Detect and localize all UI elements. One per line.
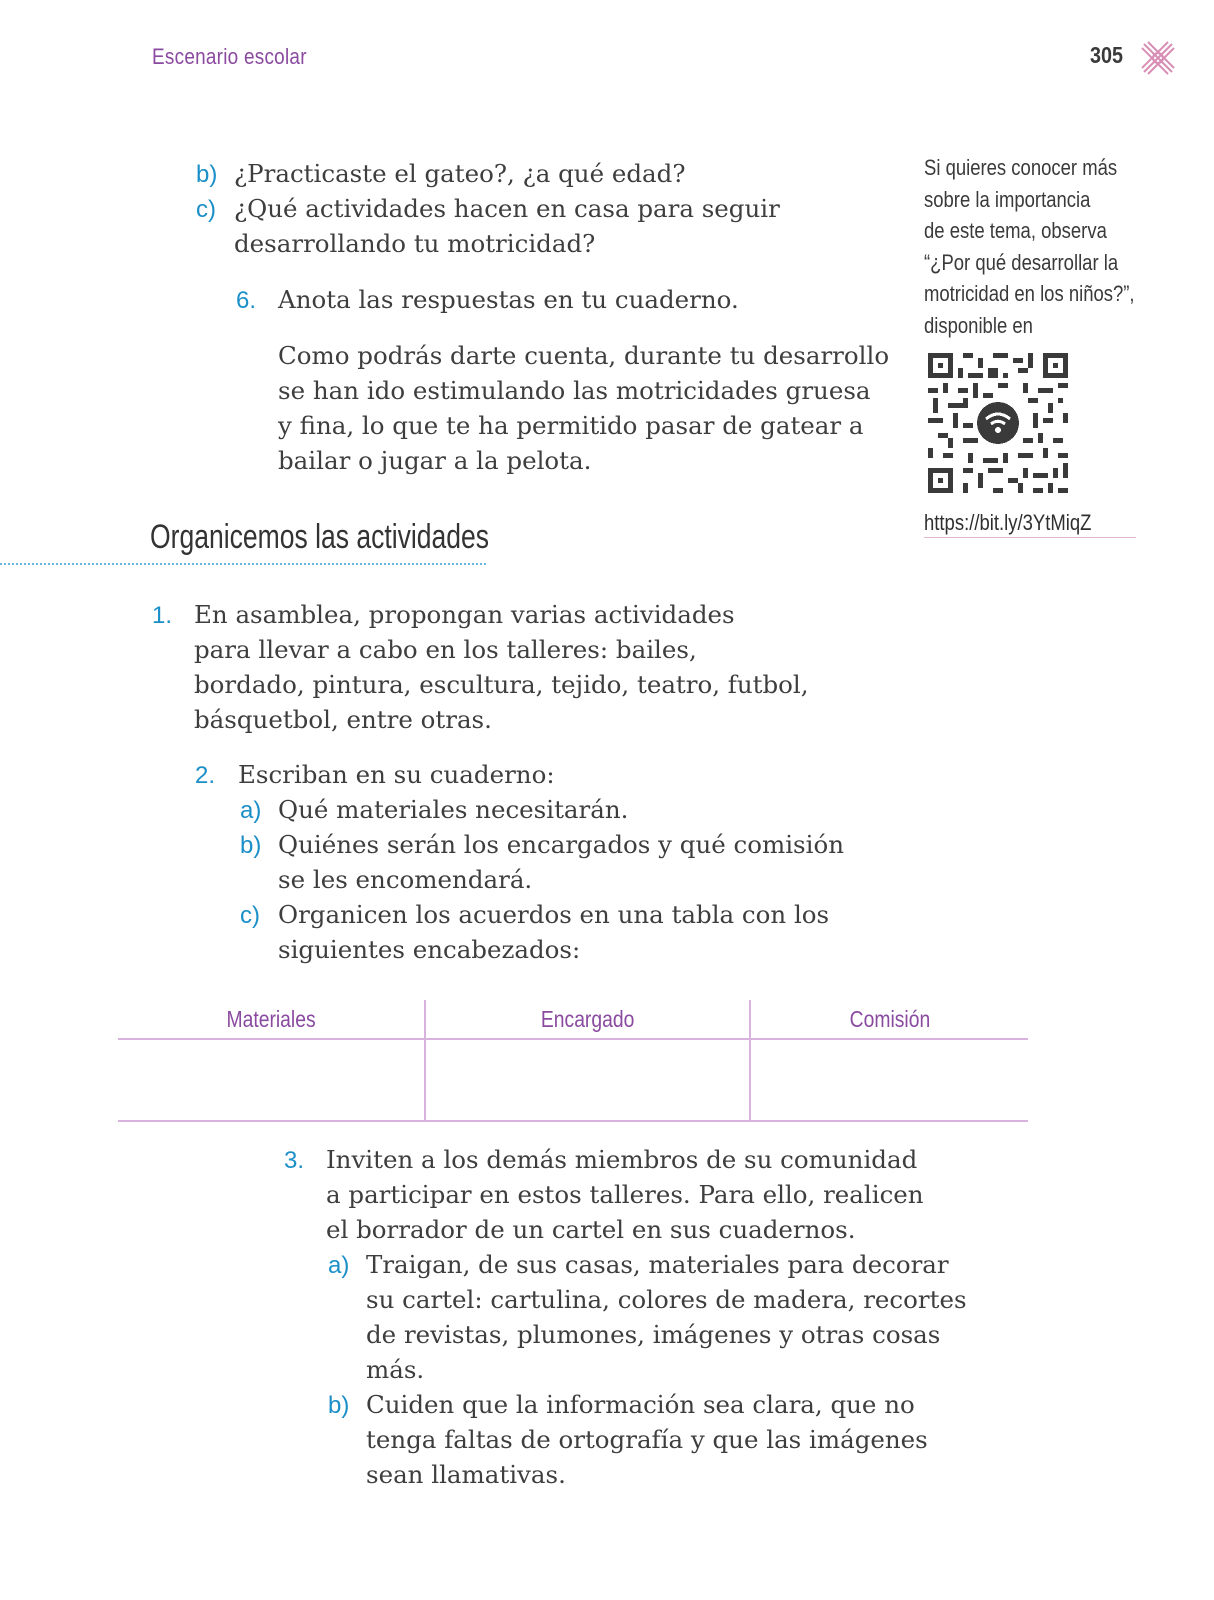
- item-3b-line: tenga faltas de ortografía y que las imágenes: [366, 1425, 928, 1454]
- item-3a-line: de revistas, plumones, imágenes y otras cosas: [366, 1320, 941, 1349]
- item-2-text: Escriban en su cuaderno:: [238, 760, 555, 789]
- item-1-marker: [152, 597, 172, 634]
- table-header-materiales: [118, 1000, 425, 1039]
- item-3b-line: Cuiden que la información sea clara, que no: [366, 1390, 915, 1419]
- item-3b-line: sean llamativas.: [366, 1460, 566, 1489]
- item-3a-line: Traigan, de sus casas, materiales para decorar: [366, 1250, 949, 1279]
- list-marker: 6.: [236, 287, 257, 314]
- list-item-c: [196, 191, 216, 228]
- item-3-marker: [284, 1142, 304, 1179]
- item-2c-marker: [240, 897, 260, 934]
- item-3-line: Inviten a los demás miembros de su comunidad: [326, 1145, 918, 1174]
- resource-link[interactable]: https://bit.ly/3YtMiqZ: [924, 510, 1092, 535]
- item-2a-line: Qué materiales necesitarán.: [278, 795, 629, 824]
- sidebar-line: sobre la importancia: [924, 186, 1091, 212]
- table-cell: [750, 1039, 1028, 1121]
- list-line: ¿Qué actividades hacen en casa para seguir: [234, 194, 780, 223]
- link-underline: [924, 537, 1136, 538]
- table-row: [118, 1039, 1028, 1121]
- sidebar-line: “¿Por qué desarrollar la: [924, 249, 1119, 275]
- paragraph-line: y fina, lo que te ha permitido pasar de gatear a: [278, 411, 864, 440]
- table-header-comision: [750, 1000, 1028, 1039]
- sidebar-line: motricidad en los niños?”,: [924, 281, 1135, 306]
- sidebar-line: Si quieres conocer más: [924, 155, 1118, 180]
- list-marker: b): [196, 161, 218, 188]
- list-marker: a): [240, 797, 262, 824]
- section-title: Organicemos las actividades: [150, 518, 490, 556]
- item-3b-marker: [328, 1387, 349, 1424]
- table-cell: [425, 1039, 750, 1121]
- paragraph-line: bailar o jugar a la pelota.: [278, 446, 592, 475]
- sidebar-line: de este tema, observa: [924, 218, 1107, 243]
- list-line: ¿Practicaste el gateo?, ¿a qué edad?: [234, 159, 686, 188]
- list-line: desarrollando tu motricidad?: [234, 229, 596, 258]
- agreements-table: [118, 1000, 1028, 1122]
- item-6-marker: [236, 282, 256, 319]
- item-2c-line: Organicen los acuerdos en una tabla con los: [278, 900, 830, 929]
- paragraph-line: se han ido estimulando las motricidades gruesa: [278, 376, 871, 405]
- running-header: Escenario escolar: [152, 44, 307, 69]
- item-3a-line: su cartel: cartulina, colores de madera, recortes: [366, 1285, 967, 1314]
- table-cell: [118, 1039, 425, 1121]
- list-marker: c): [240, 902, 260, 929]
- sidebar-note: [924, 152, 1142, 341]
- item-3-line: a participar en estos talleres. Para ello, realicen: [326, 1180, 924, 1209]
- qr-code-icon[interactable]: [928, 353, 1068, 493]
- list-marker: c): [196, 196, 216, 223]
- item-3a-marker: [328, 1247, 349, 1284]
- section-divider: [0, 563, 486, 565]
- header-label: Encargado: [540, 1005, 635, 1032]
- item-1-line: para llevar a cabo en los talleres: bailes,: [194, 635, 697, 664]
- ornament-icon: [1140, 40, 1176, 76]
- paragraph-line: Como podrás darte cuenta, durante tu desarrollo: [278, 341, 890, 370]
- item-6-text: Anota las respuestas en tu cuaderno.: [278, 285, 739, 314]
- list-marker: b): [328, 1392, 350, 1419]
- table-header-encargado: [425, 1000, 750, 1039]
- item-2c-line: siguientes encabezados:: [278, 935, 581, 964]
- item-2a-marker: [240, 792, 261, 829]
- table-header-row: [118, 1000, 1028, 1039]
- list-marker: 3.: [284, 1147, 305, 1174]
- header-label: Comisión: [849, 1005, 930, 1032]
- item-3-line: el borrador de un cartel en sus cuadernos.: [326, 1215, 856, 1244]
- page-number: 305: [1090, 42, 1124, 68]
- item-2b-line: se les encomendará.: [278, 865, 533, 894]
- sidebar-line: disponible en: [924, 312, 1033, 338]
- item-1-line: bordado, pintura, escultura, tejido, teatro, futbol,: [194, 670, 809, 699]
- item-3a-line: más.: [366, 1355, 425, 1384]
- list-marker: 1.: [152, 602, 173, 629]
- item-1-line: En asamblea, propongan varias actividades: [194, 600, 735, 629]
- item-2b-marker: [240, 827, 261, 864]
- list-marker: b): [240, 832, 262, 859]
- list-marker: 2.: [195, 762, 216, 789]
- item-2-marker: [195, 757, 215, 794]
- item-2b-line: Quiénes serán los encargados y qué comisión: [278, 830, 845, 859]
- item-1-line: básquetbol, entre otras.: [194, 705, 492, 734]
- list-marker: a): [328, 1252, 350, 1279]
- header-label: Materiales: [226, 1005, 316, 1032]
- list-item-b: [196, 156, 217, 193]
